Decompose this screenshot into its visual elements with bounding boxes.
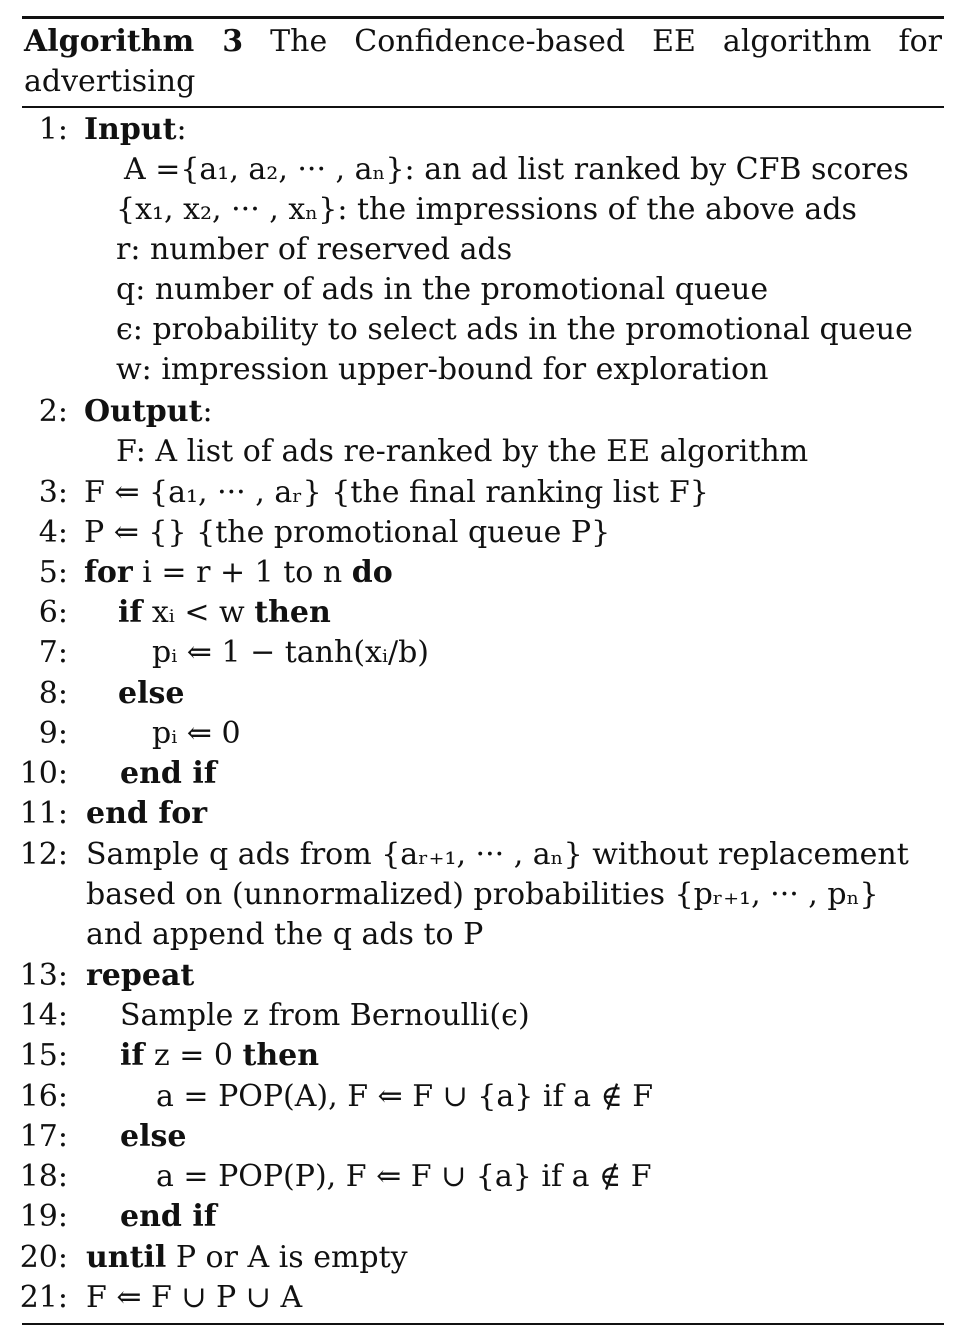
line-text: a = POP(P), F ⇐ F ∪ {a} if a ∉ F (156, 1159, 652, 1194)
keyword: repeat (86, 958, 195, 993)
algorithm-caption (24, 22, 942, 102)
caption-rule (22, 106, 944, 108)
algo-line-20 (0, 1238, 966, 1278)
line-number: 14: (19, 998, 68, 1033)
algo-line-input-eps (0, 310, 966, 350)
algo-line-6 (0, 593, 966, 633)
algo-line-14 (0, 996, 966, 1036)
algo-line-12 (0, 835, 966, 875)
line-number: 16: (19, 1079, 68, 1114)
algo-line-16 (0, 1077, 966, 1117)
algo-line-input-w (0, 350, 966, 390)
line-number: 10: (19, 756, 68, 791)
algo-line-18 (0, 1157, 966, 1197)
algo-line-8 (0, 674, 966, 714)
algo-line-7 (0, 633, 966, 673)
line-text: pᵢ ⇐ 1 − tanh(xᵢ/b) (152, 635, 430, 670)
line-number: 6: (38, 595, 68, 630)
line-text: : (176, 112, 187, 147)
line-number: 8: (38, 676, 68, 711)
keyword: end if (120, 756, 217, 791)
keyword: then (254, 595, 331, 630)
algo-line-9 (0, 714, 966, 754)
keyword: until (86, 1240, 167, 1275)
line-number: 9: (38, 716, 68, 751)
line-text: : (202, 394, 213, 429)
line-text: xᵢ < w (142, 595, 255, 630)
line-number: 1: (38, 112, 68, 147)
line-text: P or A is empty (166, 1240, 408, 1275)
line-text: F ⇐ F ∪ P ∪ A (86, 1280, 303, 1315)
keyword: do (351, 555, 393, 590)
line-number: 11: (19, 796, 68, 831)
line-number: 12: (19, 837, 68, 872)
line-text: F: A list of ads re-ranked by the EE algorithm (116, 434, 809, 469)
line-number: 13: (19, 958, 68, 993)
line-number: 4: (38, 515, 68, 550)
algo-line-15 (0, 1036, 966, 1076)
top-rule (22, 16, 944, 19)
line-text: i = r + 1 to n (132, 555, 352, 590)
line-number: 3: (38, 475, 68, 510)
caption-label: Algorithm 3 (24, 24, 244, 59)
line-number: 20: (19, 1240, 68, 1275)
keyword: then (242, 1038, 320, 1073)
line-text: {x₁, x₂, ··· , xₙ}: the impressions of the above ads (116, 192, 857, 227)
algo-line-5 (0, 553, 966, 593)
algo-line-21 (0, 1278, 966, 1318)
line-text: A ={a₁, a₂, ··· , aₙ}: an ad list ranked by CFB scores (124, 152, 909, 187)
algo-line-17 (0, 1117, 966, 1157)
line-number: 18: (19, 1159, 68, 1194)
algo-line-13 (0, 956, 966, 996)
algo-line-1 (0, 110, 966, 150)
line-text: w: impression upper-bound for exploration (116, 352, 769, 387)
line-text: a = POP(A), F ⇐ F ∪ {a} if a ∉ F (156, 1079, 654, 1114)
algo-line-input-q (0, 270, 966, 310)
line-number: 21: (19, 1280, 68, 1315)
line-number: 2: (38, 394, 68, 429)
caption-title: The Confidence-based EE algorithm for advertising (24, 24, 942, 99)
line-text: based on (unnormalized) probabilities {pᵣ₊₁, ··· , pₙ} (86, 877, 879, 912)
keyword: if (118, 595, 143, 630)
line-text: F ⇐ {a₁, ··· , aᵣ} {the final ranking list F} (84, 475, 709, 510)
algo-line-input-r (0, 230, 966, 270)
keyword: else (118, 676, 185, 711)
algo-line-11 (0, 794, 966, 834)
line-number: 17: (19, 1119, 68, 1154)
algo-line-19 (0, 1197, 966, 1237)
line-text: Sample q ads from {aᵣ₊₁, ··· , aₙ} without replacement (86, 837, 909, 872)
line-text: ϵ: probability to select ads in the promotional queue (116, 312, 913, 347)
keyword: Output (84, 394, 203, 429)
algo-line-3 (0, 473, 966, 513)
line-number: 5: (38, 555, 68, 590)
keyword: end for (86, 796, 208, 831)
line-number: 19: (19, 1199, 68, 1234)
line-text: r: number of reserved ads (116, 232, 513, 267)
keyword: for (84, 555, 133, 590)
line-text: and append the q ads to P (86, 917, 484, 952)
line-text: Sample z from Bernoulli(ϵ) (120, 998, 530, 1033)
algo-line-10 (0, 754, 966, 794)
keyword: if (120, 1038, 145, 1073)
algo-line-input-x (0, 190, 966, 230)
line-text: z = 0 (144, 1038, 243, 1073)
algo-line-2 (0, 392, 966, 432)
keyword: else (120, 1119, 187, 1154)
keyword: end if (120, 1199, 217, 1234)
line-text: pᵢ ⇐ 0 (152, 716, 241, 751)
algo-line-12b (0, 875, 966, 915)
algo-line-12c (0, 915, 966, 955)
line-number: 7: (38, 635, 68, 670)
algo-line-4 (0, 513, 966, 553)
keyword: Input (84, 112, 177, 147)
algo-line-output-f (0, 432, 966, 472)
bottom-rule (22, 1323, 944, 1325)
line-number: 15: (19, 1038, 68, 1073)
line-text: P ⇐ {} {the promotional queue P} (84, 515, 611, 550)
algo-line-input-a (0, 150, 966, 190)
line-text: q: number of ads in the promotional queue (116, 272, 769, 307)
